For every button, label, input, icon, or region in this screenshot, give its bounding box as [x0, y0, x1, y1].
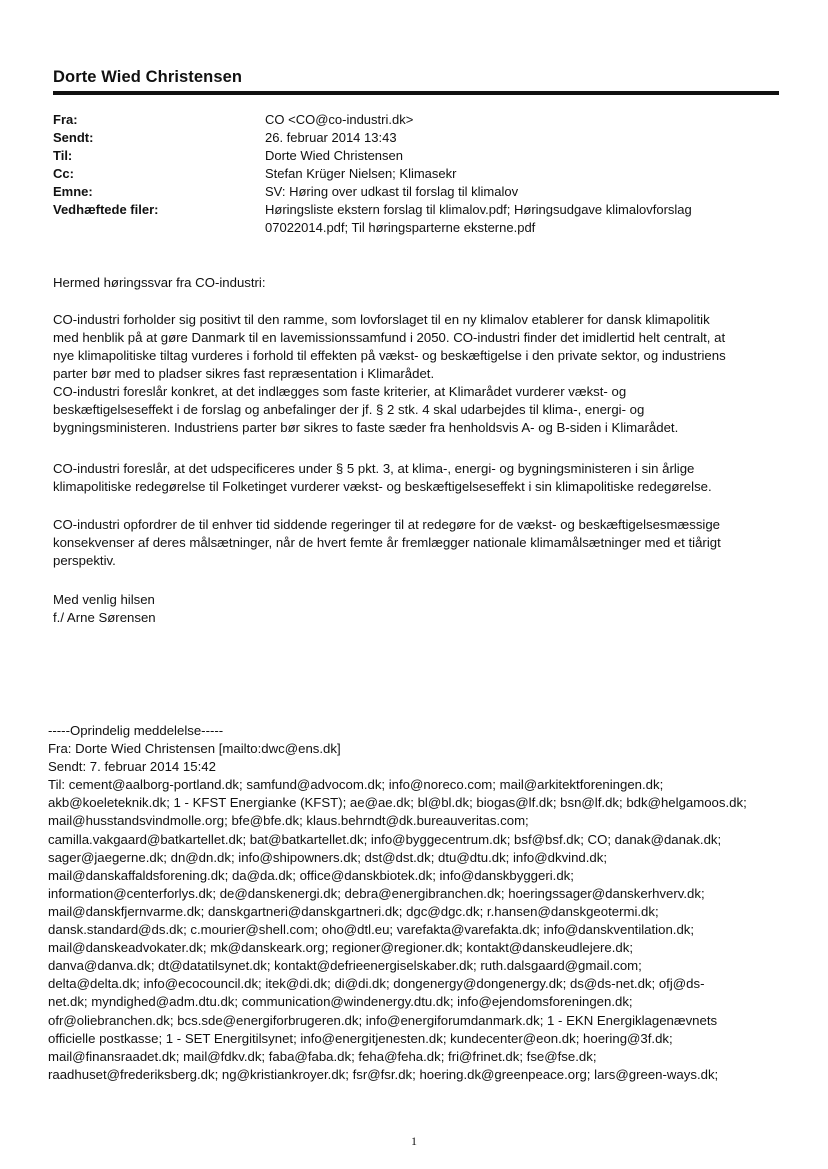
closing: [53, 591, 783, 627]
recipient-line: mail@finansraadet.dk; mail@fdkv.dk; faba@faba.dk; feha@feha.dk; fri@frinet.dk; fse@fse.dk;: [48, 1048, 597, 1064]
recipient-line: information@centerforlys.dk; de@danskenergi.dk; debra@energibranchen.dk; hoeringssager@danskerhverv.dk;: [48, 885, 705, 901]
subject-label: Emne:: [53, 184, 93, 199]
recipient-line: Til: cement@aalborg-portland.dk; samfund@advocom.dk; info@noreco.com; mail@arkitektforeningen.dk;: [48, 777, 664, 793]
recipient-line: danva@danva.dk; dt@datatilsynet.dk; kontakt@defrieenergiselskaber.dk; ruth.dalsgaard@gmail.com;: [48, 958, 642, 974]
recipient-line: net.dk; myndighed@adm.dtu.dk; communication@windenergy.dtu.dk; info@ejendomsforeningen.dk;: [48, 994, 633, 1010]
from-label: Fra:: [53, 112, 78, 127]
original-sent: Sendt: 7. februar 2014 15:42: [48, 759, 216, 775]
attachment-line: Høringsliste ekstern forslag til klimalov.pdf; Høringsudgave klimalovforslag: [265, 202, 692, 217]
paragraph-line: med henblik på at gøre Danmark til en lavemissionssamfund i 2050. CO-industri finder det imidlertid helt centralt, at: [53, 330, 726, 345]
attachments-value: [265, 201, 785, 236]
recipient-line: mail@danskaffaldsforening.dk; da@da.dk; office@danskbiotek.dk; info@danskbyggeri.dk;: [48, 867, 574, 883]
body-paragraph: [53, 460, 783, 496]
subject-value: SV: Høring over udkast til forslag til klimalov: [265, 184, 519, 199]
recipient-line: raadhuset@frederiksberg.dk; ng@kristiankroyer.dk; fsr@fsr.dk; hoering.dk@greenpeace.org; lars@green-ways.dk;: [48, 1066, 719, 1082]
original-from: Fra: Dorte Wied Christensen [mailto:dwc@ens.dk]: [48, 741, 341, 757]
recipient-line: mail@danskfjernvarme.dk; danskgartneri@danskgartneri.dk; dgc@dgc.dk; r.hansen@danskgeotermi.dk;: [48, 903, 659, 919]
paragraph-line: parter bør med to pladser sikres fast repræsentation i Klimarådet.: [53, 366, 435, 381]
paragraph-line: perspektiv.: [53, 553, 116, 568]
cc-label: Cc:: [53, 166, 74, 181]
paragraph-line: CO-industri forholder sig positivt til den ramme, som lovforslaget til en ny klimalov etablerer for dansk klimapolitik: [53, 312, 710, 327]
body-paragraph: [53, 311, 783, 437]
recipient-line: delta@delta.dk; info@ecocouncil.dk; itek@di.dk; di@di.dk; dongenergy@dongenergy.dk; ds@ds-net.dk; ofj@ds-: [48, 976, 705, 992]
to-value: Dorte Wied Christensen: [265, 148, 403, 163]
paragraph-line: bygningsministeren. Industriens parter bør sikres to faste sæder fra henholdsvis A- og B-siden i Klimarådet.: [53, 420, 679, 435]
page-number: 1: [411, 1134, 417, 1148]
attachment-line: 07022014.pdf; Til høringsparterne eksterne.pdf: [265, 219, 536, 235]
body-intro: Hermed høringssvar fra CO-industri:: [53, 275, 266, 290]
sender-name: Dorte Wied Christensen: [53, 68, 243, 86]
recipient-line: dansk.standard@ds.dk; c.mourier@shell.com; oho@dtl.eu; varefakta@varefakta.dk; info@danskventilation.dk;: [48, 922, 695, 938]
recipient-line: akb@koeleteknik.dk; 1 - KFST Energianke (KFST); ae@ae.dk; bl@bl.dk; biogas@lf.dk; bsn@lf.dk; bdk@helgamoos.dk;: [48, 795, 747, 811]
paragraph-line: beskæftigelseseffekt i de forslag og anbefalinger der jf. § 2 stk. 4 skal udarbejdes til klima-, energi- og: [53, 402, 645, 417]
body-paragraph: [53, 516, 783, 570]
paragraph-line: klimapolitiske redegørelse til Folketinget vurderer vækst- og beskæftigelseseffekt i sin klimapolitiske redegørelse.: [53, 479, 712, 494]
paragraph-line: CO-industri foreslår, at det udspecificeres under § 5 pkt. 3, at klima-, energi- og bygningsministeren i sin årlige: [53, 461, 695, 476]
recipient-line: sager@jaegerne.dk; dn@dn.dk; info@shipowners.dk; dst@dst.dk; dtu@dtu.dk; info@dkvind.dk;: [48, 849, 608, 865]
closing-line: Med venlig hilsen: [53, 592, 155, 607]
original-message: [48, 722, 788, 1084]
recipient-line: mail@danskeadvokater.dk; mk@danskeark.org; regioner@regioner.dk; kontakt@danskeudlejere.dk;: [48, 940, 634, 956]
to-label: Til:: [53, 148, 73, 163]
paragraph-line: CO-industri opfordrer de til enhver tid siddende regeringer til at redegøre for de vækst- og beskæftigelsesmæssige: [53, 517, 721, 532]
original-separator: -----Oprindelig meddelelse-----: [48, 723, 224, 738]
recipient-line: officielle postkasse; 1 - SET Energitilsynet; info@energitjenesten.dk; kundecenter@eon.dk; hoering@3f.dk;: [48, 1030, 673, 1046]
cc-value: Stefan Krüger Nielsen; Klimasekr: [265, 166, 457, 181]
paragraph-line: nye klimapolitiske tiltag vurderes i forhold til effekten på vækst- og beskæftigelse i den private sektor, og industriens: [53, 348, 726, 363]
paragraph-line: konsekvenser af deres målsætninger, når de hvert femte år fremlægger nationale klimamålsætninger med et tiårigt: [53, 535, 721, 550]
header-rule: [53, 91, 779, 95]
paragraph-line: CO-industri foreslår konkret, at det indlægges som faste kriterier, at Klimarådet vurderer vækst- og: [53, 384, 627, 399]
sent-value: 26. februar 2014 13:43: [265, 130, 397, 145]
recipient-line: mail@husstandsvindmolle.org; bfe@bfe.dk; klaus.behrndt@dk.bureauveritas.com;: [48, 813, 529, 829]
recipient-line: ofr@oliebranchen.dk; bcs.sde@energiforbrugeren.dk; info@energiforumdanmark.dk; 1 - EKN Energiklagenævnets: [48, 1012, 718, 1028]
sent-label: Sendt:: [53, 130, 94, 145]
recipient-line: camilla.vakgaard@batkartellet.dk; bat@batkartellet.dk; info@byggecentrum.dk; bsf@bsf.dk; CO; danak@danak.dk;: [48, 831, 722, 847]
from-value: CO <CO@co-industri.dk>: [265, 112, 414, 127]
signature: f./ Arne Sørensen: [53, 610, 156, 625]
attachments-label: Vedhæftede filer:: [53, 202, 159, 217]
